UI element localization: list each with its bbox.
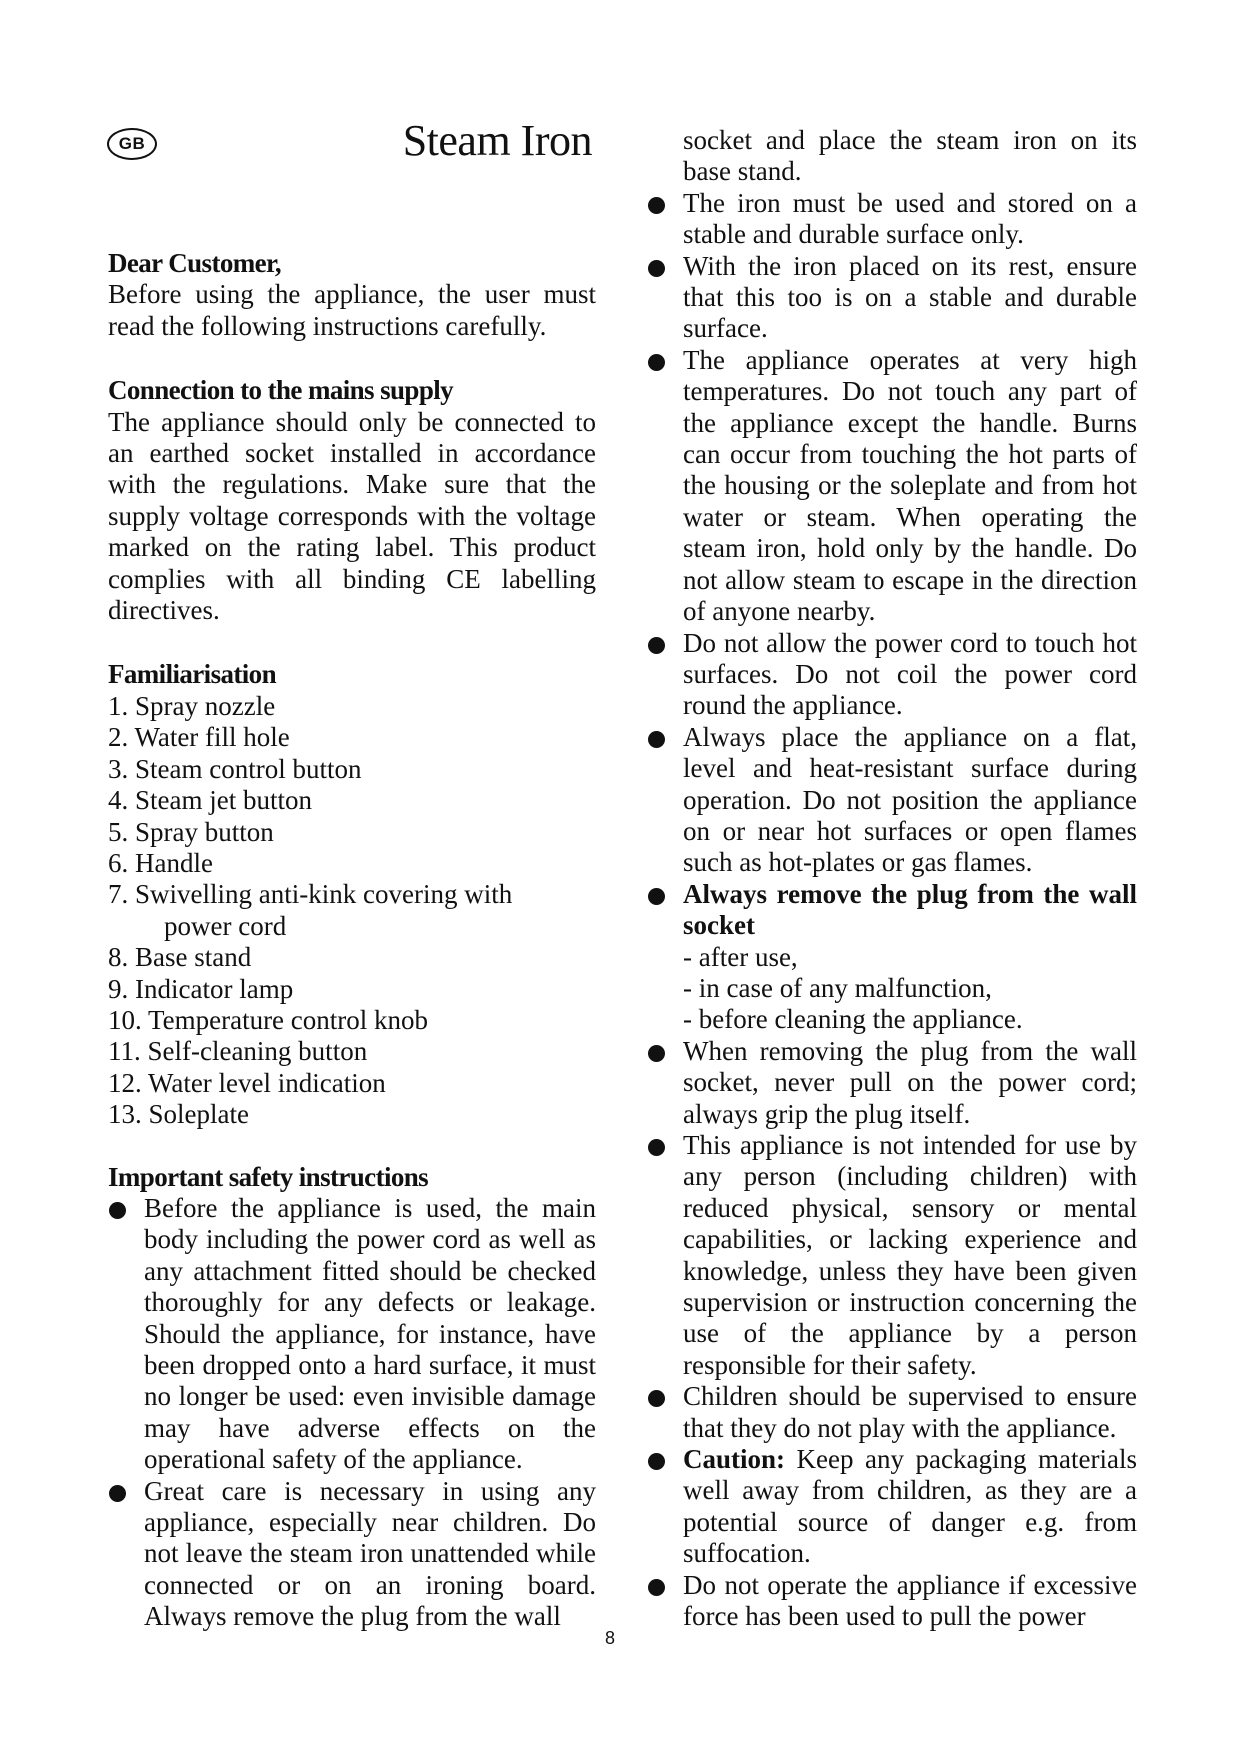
list-item: 11. Self-cleaning button	[108, 1036, 368, 1067]
bullet-icon	[648, 1579, 665, 1596]
safety-bullet	[647, 251, 1137, 345]
intro-text: Before using the appliance, the user must read the following instructions carefully.	[108, 279, 596, 341]
safety-bullet	[108, 1193, 596, 1476]
safety-bullet-text: Keep any packaging materials well away from children, as they are a potential source of danger e.g. from suffocation.	[683, 1444, 1137, 1569]
list-item: 3. Steam control button	[108, 753, 362, 784]
safety-bullet	[647, 1036, 1137, 1130]
parts-list	[108, 691, 596, 1131]
list-item: 7. Swivelling anti-kink covering with	[108, 879, 513, 910]
list-item: 10. Temperature control knob	[108, 1004, 429, 1035]
country-badge-label: GB	[118, 134, 146, 153]
list-item: 6. Handle	[108, 847, 213, 878]
sub-item: - in case of any malfunction,	[683, 972, 992, 1003]
page-number: 8	[605, 1628, 616, 1648]
sub-item: - before cleaning the appliance.	[683, 1004, 1023, 1035]
bullet-icon	[648, 888, 665, 905]
list-item: 4. Steam jet button	[108, 785, 312, 816]
bullet-icon	[648, 637, 665, 654]
bullet-icon	[648, 354, 665, 371]
country-badge	[107, 128, 157, 160]
sub-item: - after use,	[683, 941, 798, 972]
bullet-icon	[109, 1485, 126, 1502]
list-item-continuation: power cord	[164, 910, 287, 941]
list-item: 12. Water level indication	[108, 1067, 386, 1098]
bullet-icon	[648, 260, 665, 277]
list-item: 8. Base stand	[108, 942, 252, 973]
connection-heading: Connection to the mains supply	[108, 375, 454, 406]
safety-bullet	[108, 1476, 596, 1633]
safety-bullet-text: Do not allow the power cord to touch hot surfaces. Do not coil the power cord round the appliance.	[683, 627, 1137, 721]
page-title: Steam Iron	[402, 116, 592, 165]
safety-bullet-bold-text: Always remove the plug from the wall socket	[683, 878, 1137, 941]
connection-text: The appliance should only be connected to an earthed socket installed in accordance with the regulations. Make sure that the supply voltage corresponds with the voltage marked on the rating label. This product complies with all binding CE labelling directives.	[108, 406, 596, 626]
safety-bullet	[647, 188, 1137, 251]
safety-bullet-text: Great care is necessary in using any appliance, especially near children. Do not leave the steam iron unattended while connected or on an ironing board. Always remove the plug from the wall	[144, 1475, 596, 1632]
bullet-icon	[648, 1045, 665, 1062]
safety-bullet	[647, 1444, 1137, 1570]
bullet-icon	[648, 1390, 665, 1407]
safety-bullet-text: Before the appliance is used, the main body including the power cord as well as any attachment fitted should be checked thoroughly for any defects or leakage. Should the appliance, for instance, have been dropped onto a hard surface, it must no longer be used: even invisible damage may have adverse effects on the operational safety of the appliance.	[144, 1192, 596, 1475]
safety-bullet-text: With the iron placed on its rest, ensure that this too is on a stable and durable surface.	[683, 250, 1137, 344]
greeting: Dear Customer,	[108, 248, 282, 278]
safety-bullet	[647, 1381, 1137, 1444]
safety-bullet-text: Always place the appliance on a flat, level and heat-resistant surface during operation. Do not position the appliance on or near hot surfaces or open flames such as hot-plates or gas flames.	[683, 721, 1137, 878]
bullet-icon	[648, 731, 665, 748]
safety-bullet	[647, 879, 1137, 942]
safety-bullet	[647, 1130, 1137, 1381]
safety-bullet	[647, 628, 1137, 722]
caution-label: Caution:	[683, 1444, 786, 1475]
list-item: 9. Indicator lamp	[108, 973, 294, 1004]
list-item: 13. Soleplate	[108, 1099, 249, 1130]
safety-bullet	[647, 1570, 1137, 1633]
list-item: 5. Spray button	[108, 816, 274, 847]
safety-bullet-text: This appliance is not intended for use by any person (including children) with reduced physical, sensory or mental capabilities, or lacking experience and knowledge, unless they have been given supervision or instruction concerning the use of the appliance by a person responsible for their safety.	[683, 1130, 1137, 1380]
bullet-icon	[109, 1202, 126, 1219]
right-column	[647, 125, 1137, 1633]
safety-bullet-text: Do not operate the appliance if excessive force has been used to pull the power	[683, 1569, 1137, 1632]
safety-bullet-text: The appliance operates at very high temperatures. Do not touch any part of the appliance except the handle. Burns can occur from touching the hot parts of the housing or the soleplate and from hot water or steam. When operating the steam iron, hold only by the handle. Do not allow steam to escape in the direction of anyone nearby.	[683, 344, 1137, 627]
familiarisation-heading: Familiarisation	[108, 659, 276, 690]
left-column	[108, 248, 596, 1633]
safety-bullet	[647, 722, 1137, 879]
bullet-continuation: socket and place the steam iron on its base stand.	[683, 125, 1137, 187]
bullet-icon	[648, 1139, 665, 1156]
safety-bullet-text: When removing the plug from the wall socket, never pull on the power cord; always grip the plug itself.	[683, 1035, 1137, 1129]
list-item: 1. Spray nozzle	[108, 690, 276, 721]
safety-bullet-text: Children should be supervised to ensure that they do not play with the appliance.	[683, 1381, 1137, 1443]
safety-bullet	[647, 345, 1137, 628]
bullet-icon	[648, 1453, 665, 1470]
safety-bullet-text: The iron must be used and stored on a stable and durable surface only.	[683, 187, 1137, 250]
safety-heading: Important safety instructions	[108, 1161, 429, 1192]
bullet-icon	[648, 197, 665, 214]
list-item: 2. Water fill hole	[108, 722, 290, 753]
